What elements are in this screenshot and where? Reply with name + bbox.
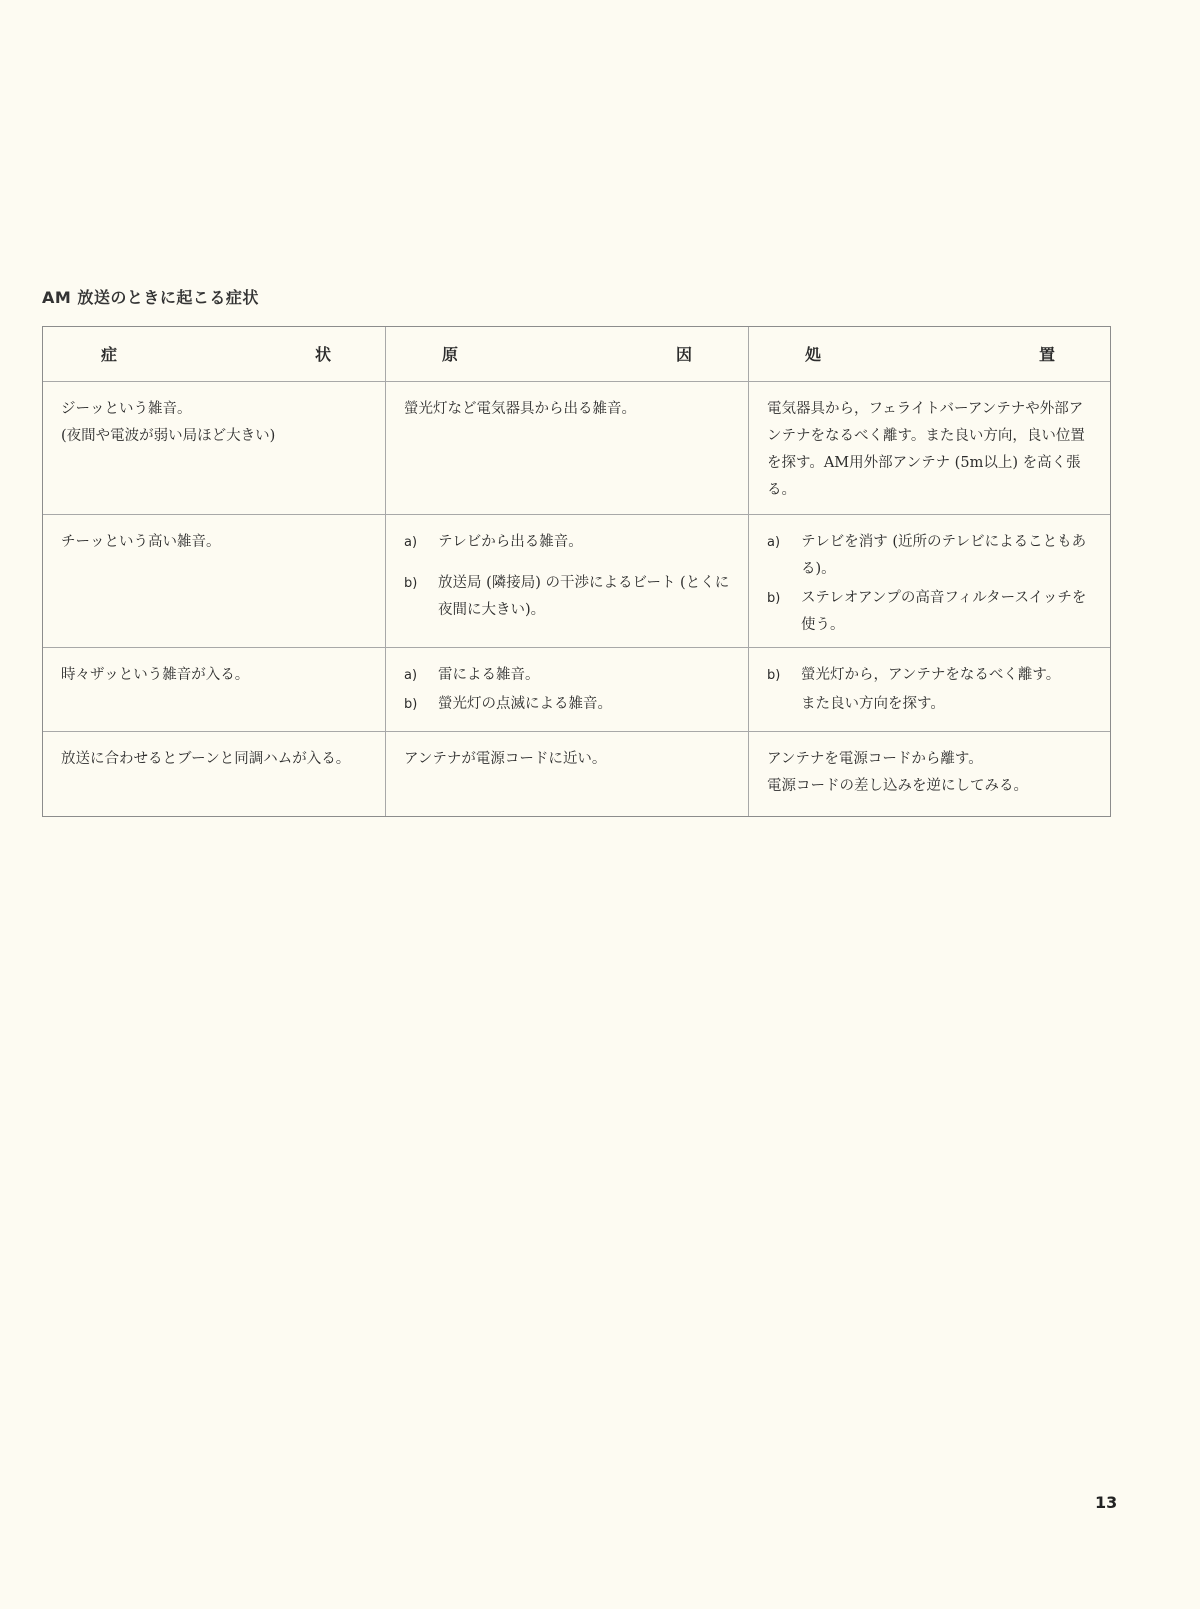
remedy-item	[767, 691, 1091, 718]
table-row	[43, 732, 1110, 816]
table-row	[43, 382, 1110, 515]
item-marker	[767, 691, 801, 718]
header-remedy-char-2: 置	[1038, 344, 1055, 364]
header-symptom-char-2: 状	[314, 344, 331, 364]
remedy-text: 電源コードの差し込みを逆にしてみる。	[767, 778, 1028, 794]
cause-text: 螢光灯など電気器具から出る雑音。	[404, 401, 636, 417]
header-remedy-char-1: 処	[805, 344, 822, 364]
remedy-item	[767, 662, 1091, 689]
cause-item	[404, 570, 730, 624]
cause-cell	[386, 382, 749, 514]
remedy-cell	[749, 382, 1109, 514]
remedy-cell	[749, 732, 1109, 816]
symptom-text: ジーッという雑音。	[61, 401, 192, 417]
cause-item	[404, 662, 730, 689]
cause-item	[404, 691, 730, 718]
remedy-item	[767, 585, 1091, 639]
symptom-cell	[43, 515, 386, 647]
table-row	[43, 648, 1110, 732]
header-cause-char-1: 原	[442, 344, 459, 364]
header-cause	[386, 327, 749, 381]
symptom-text: 放送に合わせるとブーンと同調ハムが入る。	[61, 751, 351, 767]
header-remedy	[749, 327, 1109, 381]
symptom-note: (夜間や電波が弱い局ほど大きい)	[61, 428, 276, 444]
remedy-text: 電気器具から，フェライトバーアンテナや外部アンテナをなるべく離す。また良い方向，良い位置を探す。AM用外部アンテナ (5m以上) を高く張る。	[767, 401, 1085, 498]
item-marker: b)	[767, 668, 781, 683]
table-header-row	[43, 327, 1110, 382]
remedy-text: アンテナを電源コードから離す。	[767, 751, 983, 767]
cause-cell	[386, 732, 749, 816]
page-number: 13	[1095, 1493, 1118, 1512]
remedy-text: テレビを消す (近所のテレビによることもある)。	[801, 534, 1087, 577]
remedy-cell	[749, 648, 1109, 731]
header-symptom-char-1: 症	[101, 344, 118, 364]
item-marker: b)	[404, 576, 418, 591]
cause-text: テレビから出る雑音。	[438, 534, 583, 550]
remedy-text: 螢光灯から，アンテナをなるべく離す。	[801, 667, 1061, 683]
cause-item	[404, 529, 730, 556]
symptom-cell	[43, 732, 386, 816]
item-marker: a)	[404, 535, 418, 550]
remedy-text: ステレオアンプの高音フィルタースイッチを使う。	[801, 590, 1087, 633]
symptom-text: チーッという高い雑音。	[61, 534, 221, 550]
cause-text: 雷による雑音。	[438, 667, 540, 683]
remedy-text: また良い方向を探す。	[801, 696, 945, 712]
table-row	[43, 515, 1110, 648]
item-marker: a)	[767, 535, 781, 550]
remedy-item	[767, 529, 1091, 583]
cause-text: 螢光灯の点滅による雑音。	[438, 696, 612, 712]
symptom-table	[42, 326, 1111, 817]
header-cause-char-2: 因	[675, 344, 692, 364]
item-marker: a)	[404, 668, 418, 683]
symptom-text: 時々ザッという雑音が入る。	[61, 667, 250, 683]
item-marker: b)	[767, 591, 781, 606]
header-symptom	[43, 327, 386, 381]
cause-text: アンテナが電源コードに近い。	[404, 751, 607, 767]
symptom-cell	[43, 648, 386, 731]
section-title: AM 放送のときに起こる症状	[42, 288, 259, 307]
cause-text: 放送局 (隣接局) の干渉によるビート (とくに夜間に大きい)。	[438, 575, 730, 618]
cause-cell	[386, 648, 749, 731]
cause-cell	[386, 515, 749, 647]
item-marker: b)	[404, 697, 418, 712]
remedy-cell	[749, 515, 1109, 647]
symptom-cell	[43, 382, 386, 514]
